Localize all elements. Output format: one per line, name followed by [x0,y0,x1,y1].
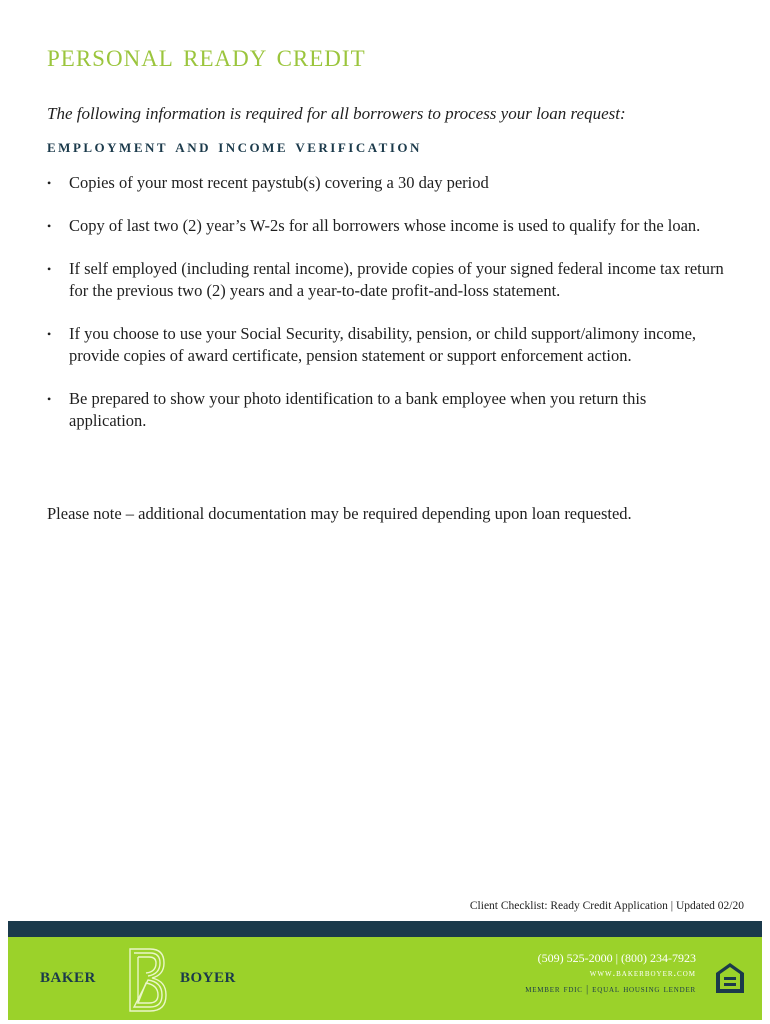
footer-divider-bar [8,921,762,937]
equal-housing-lender-icon [714,961,746,995]
b-monogram-logo [120,945,172,1015]
website-link[interactable]: www.bakerboyer.com [589,968,696,979]
page-title: personal ready credit [47,38,366,74]
list-item [47,388,727,432]
requirements-list [47,172,727,453]
fdic-notice: member fdic | equal housing lender [525,984,696,995]
brand-name-right: BOYER [180,970,236,986]
list-item-text: If self employed (including rental income), provide copies of your signed federal income tax return for the previous two (2) years and a year-to-date profit-and-loss statement. [69,259,724,300]
list-item [47,215,727,237]
section-heading: employment and income verification [47,136,422,157]
list-item-text: Be prepared to show your photo identification to a bank employee when you return this application. [69,389,647,430]
contact-block [525,950,696,998]
list-item [47,172,727,194]
bullet-icon: • [47,176,52,190]
list-item [47,323,727,367]
bullet-icon: • [47,327,52,341]
bullet-icon: • [47,392,52,406]
note-text: Please note – additional documentation may be required depending upon loan requested. [47,504,632,523]
footer-band [8,937,762,1020]
bullet-icon: • [47,219,52,233]
brand-name-left: BAKER [40,970,96,986]
bullet-icon: • [47,262,52,276]
list-item-text: Copy of last two (2) year’s W-2s for all borrowers whose income is used to qualify for the loan. [69,216,701,235]
list-item-text: Copies of your most recent paystub(s) covering a 30 day period [69,173,489,192]
list-item [47,258,727,302]
phone-numbers: (509) 525-2000 | (800) 234-7923 [537,951,696,965]
footer-caption: Client Checklist: Ready Credit Application | Updated 02/20 [469,900,744,912]
intro-text: The following information is required for all borrowers to process your loan request: [47,104,626,123]
list-item-text: If you choose to use your Social Security, disability, pension, or child support/alimony income, provide copies of award certificate, pension statement or support enforcement action. [69,324,697,365]
